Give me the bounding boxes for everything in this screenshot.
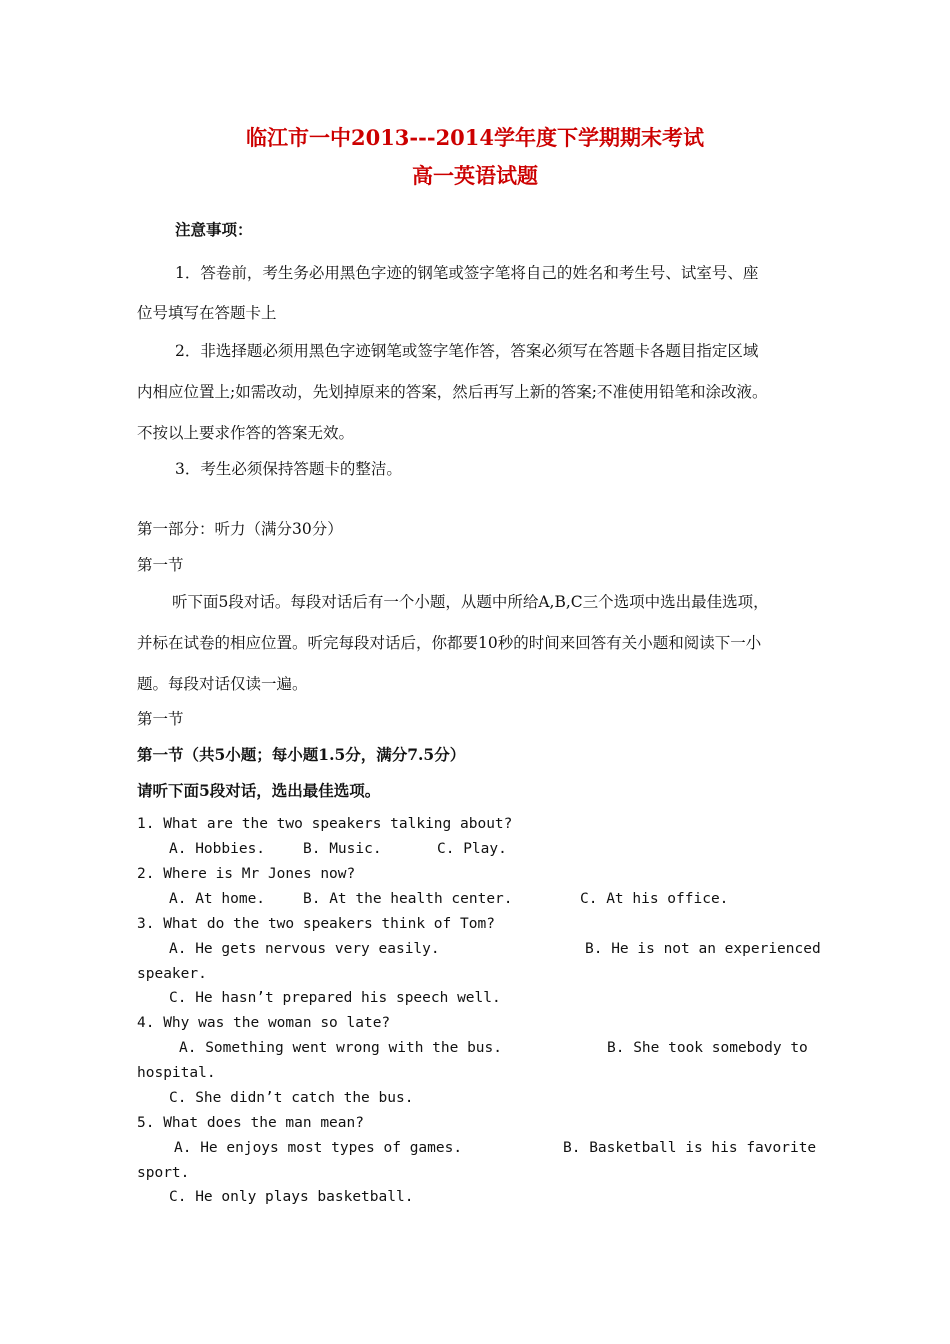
option-c: C. She didn’t catch the bus.: [169, 1090, 414, 1106]
notice-line: 3．考生必须保持答题卡的整洁。: [175, 460, 402, 478]
option-a: A. Hobbies.: [169, 841, 266, 857]
option-c: C. He only plays basketball.: [169, 1189, 414, 1205]
option-b-continued: hospital.: [137, 1065, 216, 1081]
section-label: 第一节: [137, 556, 184, 574]
question-stem: 4. Why was the woman so late?: [137, 1015, 391, 1031]
intro-line: 并标在试卷的相应位置。听完每段对话后，你都要10秒的时间来回答有关小题和阅读下一小: [137, 634, 762, 652]
option-b: B. At the health center.: [303, 891, 513, 907]
question-stem: 2. Where is Mr Jones now?: [137, 866, 356, 882]
exam-title: 临江市一中2013---2014学年度下学期期末考试: [245, 125, 705, 150]
option-b: B. He is not an experienced: [585, 941, 821, 957]
question-stem: 5. What does the man mean?: [137, 1115, 364, 1131]
section-label: 第一节: [137, 710, 184, 728]
option-a: A. At home.: [169, 891, 266, 907]
exam-subtitle: 高一英语试题: [412, 163, 538, 188]
question-stem: 1. What are the two speakers talking about?: [137, 816, 513, 832]
notice-heading: 注意事项：: [175, 220, 253, 239]
option-b-continued: sport.: [137, 1165, 190, 1181]
option-b: B. Basketball is his favorite: [563, 1140, 817, 1156]
intro-line: 听下面5段对话。每段对话后有一个小题，从题中所给A,B,C三个选项中选出最佳选项，: [172, 593, 769, 611]
option-b: B. She took somebody to: [607, 1040, 808, 1056]
question-stem: 3. What do the two speakers think of Tom?: [137, 916, 495, 932]
notice-line: 1．答卷前，考生务必用黑色字迹的钢笔或签字笔将自己的姓名和考生号、试室号、座: [175, 264, 759, 282]
part1-heading: 第一部分：听力（满分30分）: [137, 520, 343, 538]
notice-line: 不按以上要求作答的答案无效。: [137, 424, 355, 442]
intro-line: 题。每段对话仅读一遍。: [137, 675, 308, 693]
notice-line: 内相应位置上;如需改动，先划掉原来的答案，然后再写上新的答案;不准使用铅笔和涂改液。: [137, 383, 768, 401]
section-instruction: 请听下面5段对话，选出最佳选项。: [137, 781, 381, 800]
option-c: C. At his office.: [580, 891, 729, 907]
option-a: A. He enjoys most types of games.: [174, 1140, 463, 1156]
option-c: C. He hasn’t prepared his speech well.: [169, 990, 501, 1006]
option-c: C. Play.: [437, 841, 507, 857]
option-a: A. He gets nervous very easily.: [169, 941, 440, 957]
option-a: A. Something went wrong with the bus.: [179, 1040, 503, 1056]
notice-line: 位号填写在答题卡上: [137, 304, 277, 322]
notice-line: 2．非选择题必须用黑色字迹钢笔或签字笔作答，答案必须写在答题卡各题目指定区域: [175, 342, 759, 360]
section-heading: 第一节（共5小题；每小题1.5分，满分7.5分）: [137, 745, 466, 764]
option-b-continued: speaker.: [137, 966, 207, 982]
option-b: B. Music.: [303, 841, 382, 857]
